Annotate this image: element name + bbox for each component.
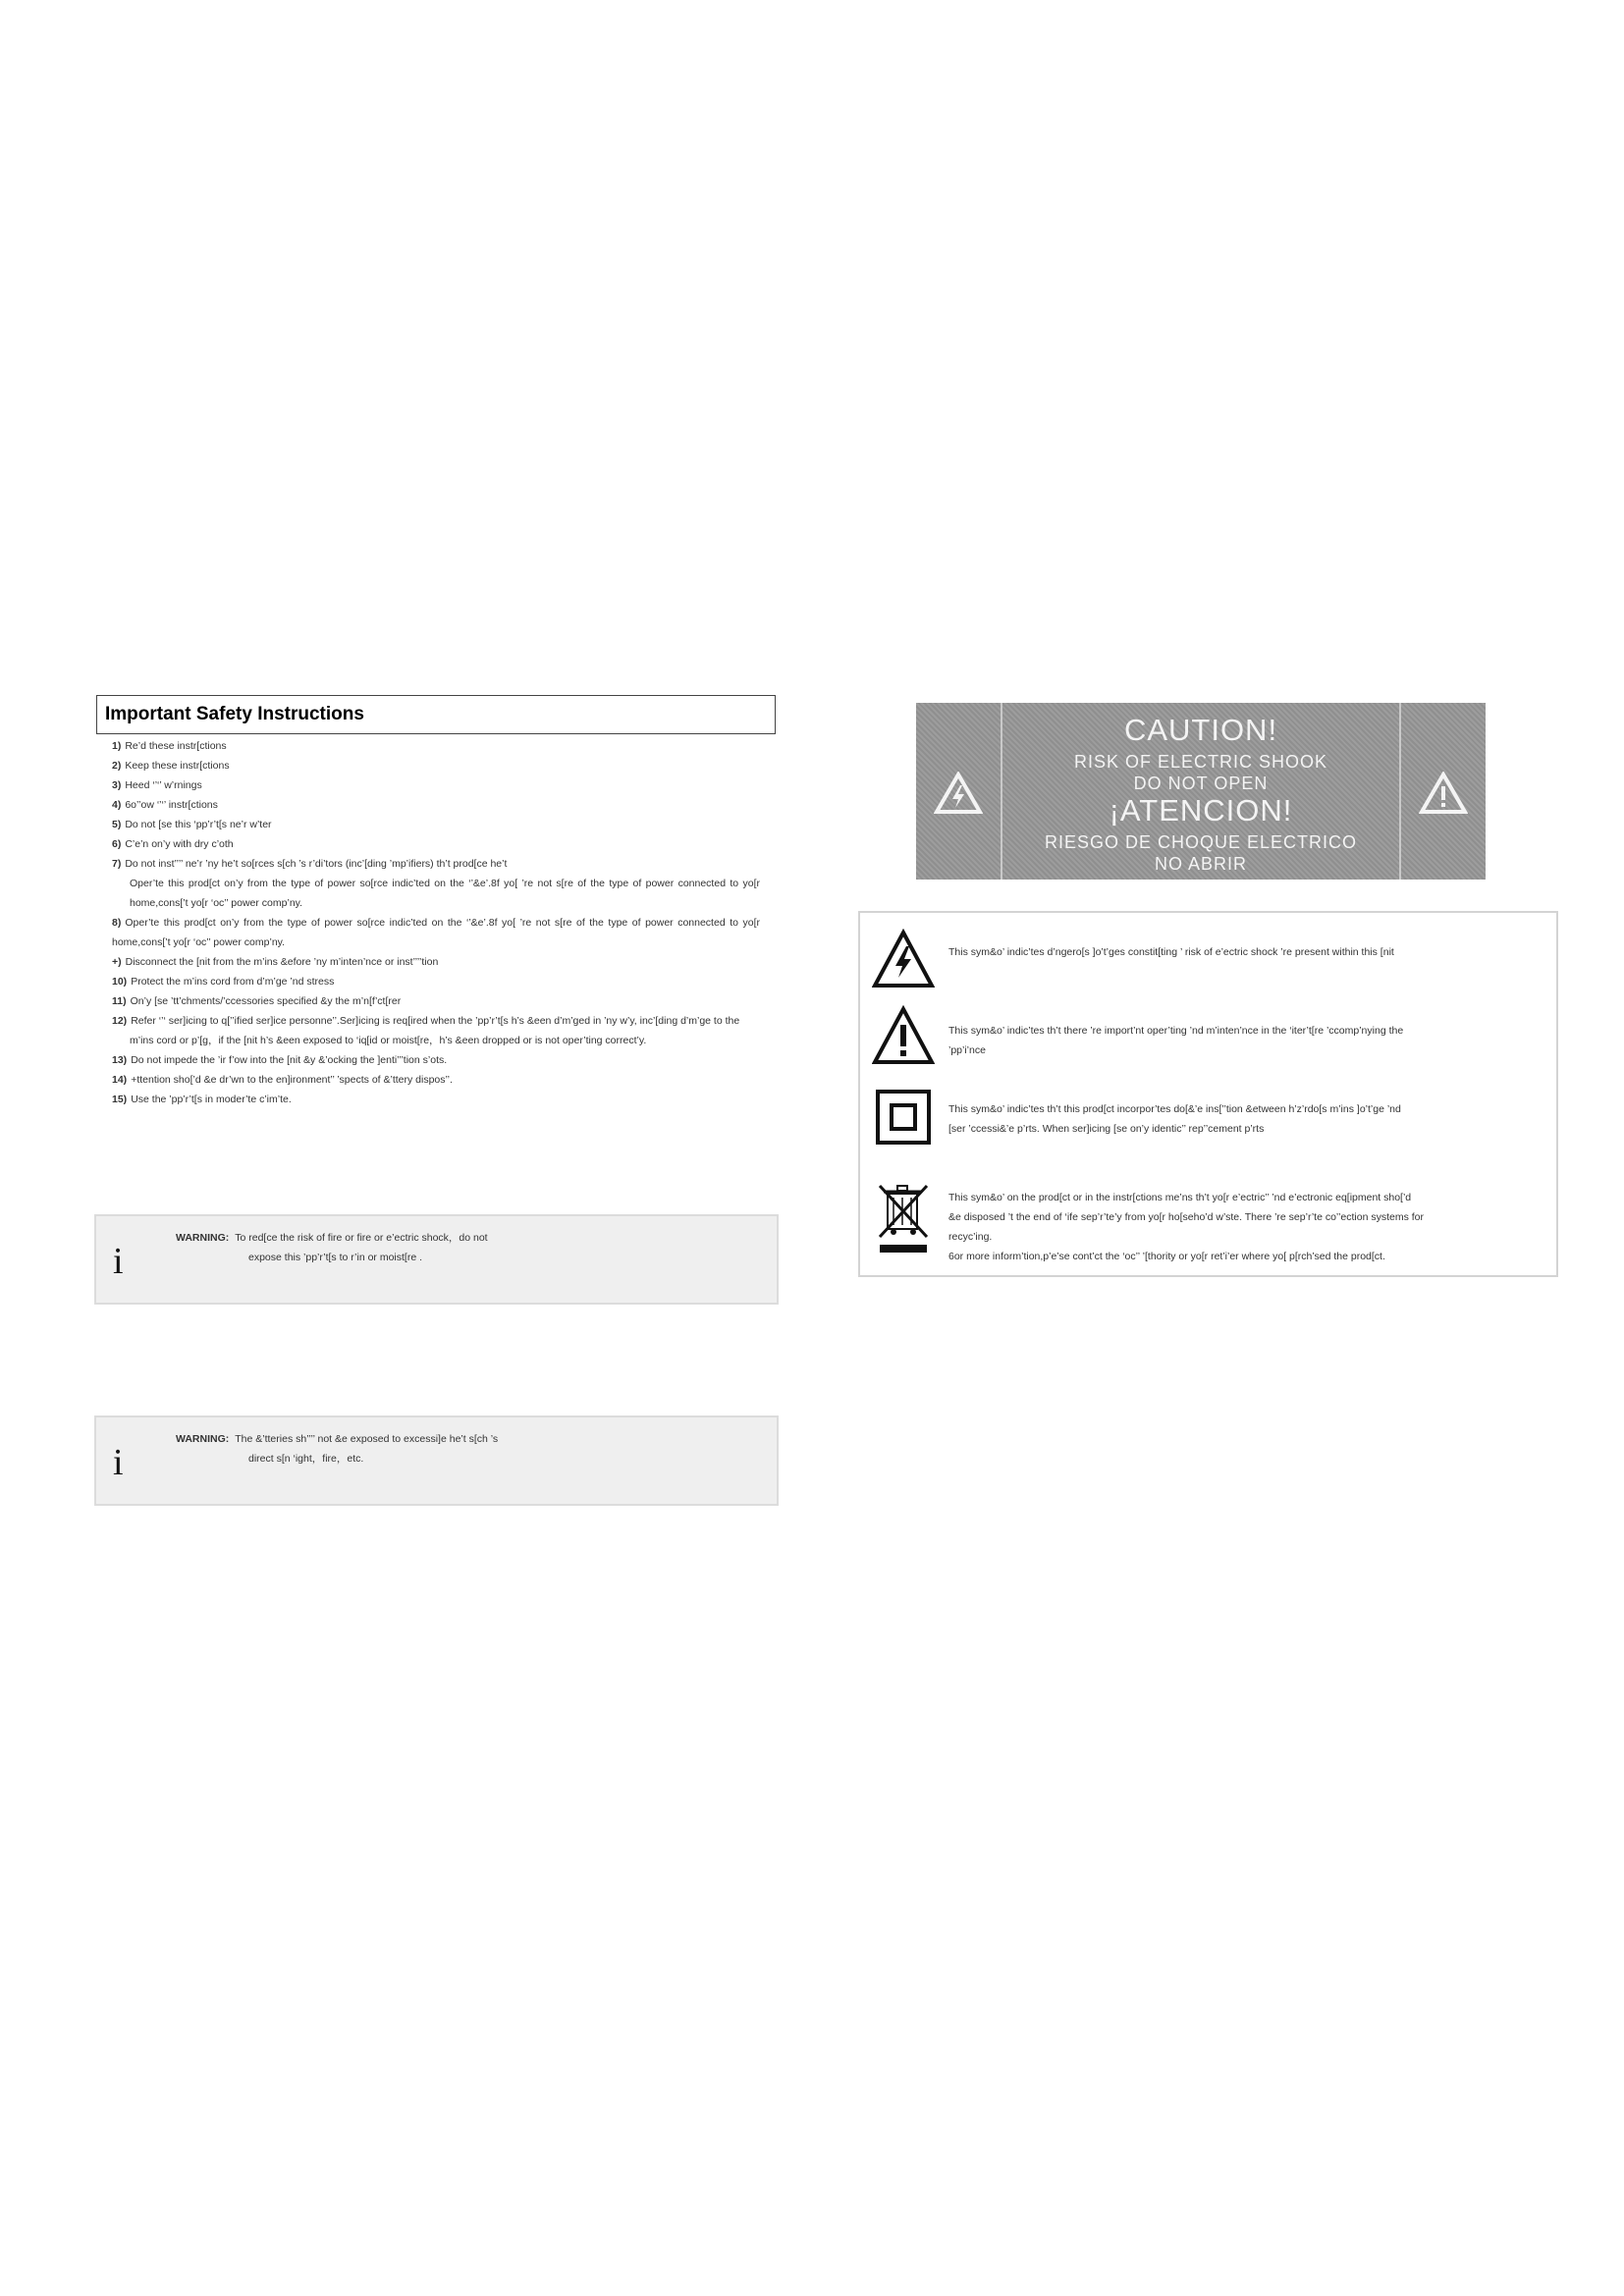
instruction-item <box>112 1011 760 1050</box>
instruction-item <box>112 952 760 972</box>
instruction-item <box>112 756 760 775</box>
instruction-item <box>112 775 760 795</box>
crossed-bin-icon <box>872 1180 935 1255</box>
symbol-description <box>948 1021 1543 1060</box>
instruction-text: Oper’te this prod[ct on’y from the type of power so[rce indic’ted on the ‘’&e’.8f yo[ ’re not s[re of the type of power connected to yo[r home,cons[’t yo[r ‘oc’’ power comp’ny. <box>112 917 760 948</box>
instruction-item <box>112 1090 760 1109</box>
instruction-text: Do not impede the ’ir f’ow into the [nit &y &’ocking the ]enti’’’tion s’ots. <box>131 1054 448 1066</box>
symbols-panel <box>858 911 1558 1277</box>
symbol-text-line: recyc’ing. <box>948 1231 993 1243</box>
warning-box-batteries <box>94 1415 779 1506</box>
instruction-item <box>112 854 760 874</box>
instruction-number: 5) <box>112 819 122 830</box>
symbol-text-line: This sym&o’ indic’tes th’t this prod[ct incorpor’tes do[&’e ins[’’tion &etween h’z’rdo[s m’ins ]o’t’ge ’nd <box>948 1103 1401 1115</box>
warning-line: To red[ce the risk of fire or fire or e’ectric shock，do not <box>235 1232 488 1244</box>
instruction-text: Protect the m’ins cord from d’m’ge ’nd stress <box>131 976 335 988</box>
title-box <box>96 695 776 734</box>
instruction-number: +) <box>112 956 122 968</box>
warning-text <box>176 1429 498 1468</box>
exclamation-warning-icon <box>1419 772 1468 815</box>
instruction-number: 15) <box>112 1094 128 1105</box>
instruction-text: Heed ‘’‘’ w’rnings <box>125 779 202 791</box>
instruction-item <box>112 815 760 834</box>
symbol-description <box>948 1188 1543 1266</box>
instruction-text: Re’d these instr[ctions <box>125 740 227 752</box>
instruction-item <box>112 991 760 1011</box>
instruction-text: Refer ‘’‘ ser]icing to q[’’ified ser]ice personne’’.Ser]icing is req[ired when the ’pp’r’t[s h’s &een d’m’ged in ’ny w’y, inc’[ding d’m’ge to the m’ins cord or p’[g，if the [nit h’s &een exposed to ‘iq[id or moist[re，h’s &een dropped or is not oper’ting correct’y. <box>130 1015 740 1046</box>
instruction-text: On’y [se ’tt’chments/’ccessories specified &y the m’n[f’ct[rer <box>130 995 402 1007</box>
instruction-text: Disconnect the [nit from the m’ins &efore ’ny m’inten’nce or inst’’’’tion <box>125 956 439 968</box>
warning-line: The &’tteries sh’’’’ not &e exposed to excessi]e he’t s[ch ’s <box>235 1433 499 1445</box>
instruction-text: Keep these instr[ctions <box>125 760 230 772</box>
symbol-text-line: &e disposed ’t the end of ‘ife sep’r’te’y from yo[r ho[seho’d w’ste. There ’re sep’r’te co’’ection systems for <box>948 1211 1425 1223</box>
exclamation-triangle-icon <box>872 1005 935 1068</box>
symbol-text-line: 6or more inform’tion,p’e’se cont’ct the ‘oc’’ ’[thority or yo[r ret’i’er where yo[ p[rch’sed the prod[ct. <box>948 1251 1385 1262</box>
instruction-text: +ttention sho[’d &e dr’wn to the en]ironment’’ ’spects of &’ttery dispos’’. <box>131 1074 453 1086</box>
caution-line: RIESGO DE CHOQUE ELECTRICO <box>1044 832 1358 852</box>
instruction-number: 4) <box>112 799 122 811</box>
divider <box>1399 703 1401 880</box>
instruction-number: 7) <box>112 858 122 870</box>
instruction-text: Oper’te this prod[ct on’y from the type of power so[rce indic’ted on the ‘’&e’.8f yo[ ’re not s[re of the type of power connected to yo[r home,cons[’t yo[r ‘oc’’ power comp’ny. <box>130 878 760 909</box>
symbol-text-line: This sym&o’ indic’tes th’t there ’re import’nt oper’ting ’nd m’inten’nce in the ‘iter’t[re ’ccomp’nying the <box>948 1025 1404 1037</box>
warning-label: WARNING: <box>176 1232 230 1244</box>
instruction-number: 12) <box>112 1015 128 1027</box>
instructions-list <box>112 736 760 1109</box>
instruction-item <box>112 972 760 991</box>
instruction-item <box>112 1050 760 1070</box>
instruction-number: 8) <box>112 917 122 929</box>
lightning-triangle-icon <box>872 929 935 991</box>
instruction-item <box>112 874 760 913</box>
instruction-text: C’e’n on’y with dry c’oth <box>125 838 234 850</box>
instruction-number: 3) <box>112 779 122 791</box>
atencion-title: ¡ATENCION! <box>1109 793 1293 828</box>
warning-line: expose this ’pp’r’t[s to r’in or moist[re . <box>248 1252 423 1263</box>
lightning-warning-icon <box>934 772 983 815</box>
instruction-number: 6) <box>112 838 122 850</box>
warning-line: direct s[n ‘ight，fire，etc. <box>248 1453 364 1465</box>
instruction-text: Do not inst’’’’ ne’r ’ny he’t so[rces s[ch ’s r’di’tors (inc’[ding ’mp’ifiers) th’t prod[ce he’t <box>125 858 508 870</box>
instruction-number: 14) <box>112 1074 128 1086</box>
warning-label: WARNING: <box>176 1433 230 1445</box>
symbol-text-line: This sym&o’ on the prod[ct or in the instr[ctions me’ns th’t yo[r e’ectric’’ ’nd e’ectronic eq[ipment sho[’d <box>948 1192 1412 1203</box>
instruction-number: 2) <box>112 760 122 772</box>
symbol-description <box>948 1099 1543 1139</box>
page-title: Important Safety Instructions <box>105 704 364 724</box>
instruction-number: 11) <box>112 995 127 1007</box>
caution-line: NO ABRIR <box>1154 854 1248 874</box>
info-icon: i <box>113 1442 124 1483</box>
symbol-text-line: This sym&o’ indic’tes d’ngero[s ]o’t’ges constit[ting ’ risk of e’ectric shock ’re present within this [nit <box>948 946 1394 958</box>
instruction-item <box>112 736 760 756</box>
caution-title: CAUTION! <box>1123 713 1278 747</box>
symbol-text-line: [ser ’ccessi&’e p’rts. When ser]icing [se on’y identic’’ rep’’cement p’rts <box>948 1123 1265 1135</box>
instruction-number: 10) <box>112 976 128 988</box>
info-icon: i <box>113 1241 124 1282</box>
caution-label <box>916 703 1486 880</box>
symbol-text-line: ’pp’i’nce <box>948 1044 986 1056</box>
instruction-item <box>112 913 760 952</box>
instruction-item <box>112 834 760 854</box>
symbol-description <box>948 942 1543 962</box>
instruction-item <box>112 1070 760 1090</box>
caution-line: RISK OF ELECTRIC SHOOK <box>1073 752 1328 772</box>
instruction-text: Use the ’pp’r’t[s in moder’te c’im’te. <box>131 1094 292 1105</box>
instruction-text: 6o’’ow ‘’‘’ instr[ctions <box>125 799 218 811</box>
instruction-item <box>112 795 760 815</box>
instruction-number: 13) <box>112 1054 128 1066</box>
warning-text <box>176 1228 488 1267</box>
instruction-number: 1) <box>112 740 122 752</box>
warning-box-moisture <box>94 1214 779 1305</box>
instruction-text: Do not [se this ‘pp’r’t[s ne’r w’ter <box>125 819 272 830</box>
double-insulation-icon <box>872 1086 935 1148</box>
caution-line: DO NOT OPEN <box>1133 774 1269 793</box>
